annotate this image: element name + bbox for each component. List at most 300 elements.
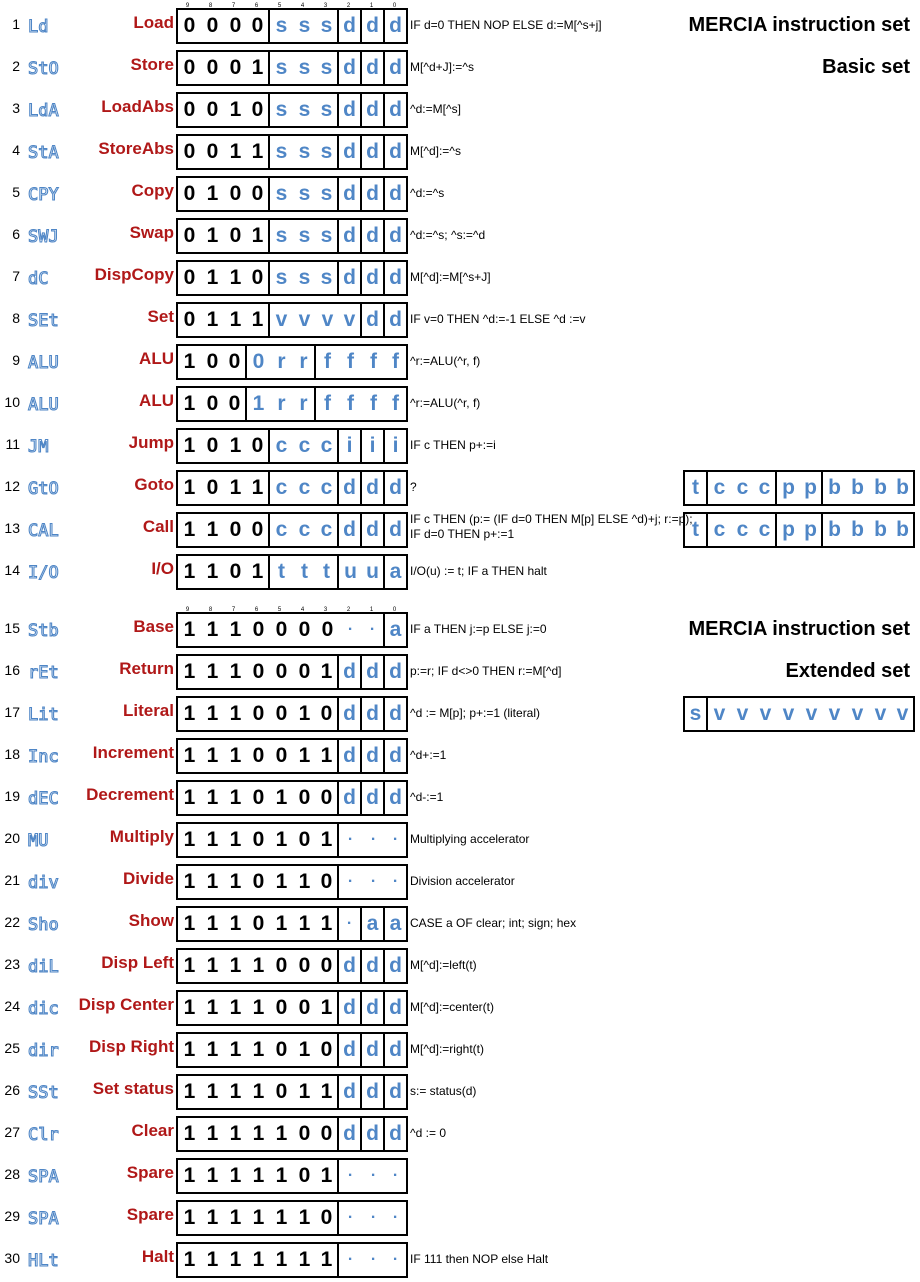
bit-field	[176, 906, 408, 942]
bit-number: 5	[277, 3, 282, 9]
bit-cell: 0	[206, 56, 219, 79]
row-number: 14	[4, 562, 20, 578]
bit-cell: d	[385, 52, 408, 84]
bit-cell: 0	[298, 828, 311, 851]
instruction-row	[0, 1240, 920, 1282]
instruction-name: Set status	[92, 1079, 174, 1098]
bit-cell: 0	[316, 1118, 339, 1150]
bit-cell: f	[370, 392, 377, 415]
bit-field	[176, 302, 408, 338]
bit-cell: 0	[275, 954, 288, 977]
instruction-description	[410, 874, 515, 889]
bit-cell: c	[275, 434, 288, 457]
bit-cell: 1	[206, 1038, 219, 1061]
bit-cell: ·	[347, 1251, 354, 1268]
bit-cell: d	[339, 992, 362, 1024]
bit-cell: d	[362, 1034, 385, 1066]
bit-cell: 1	[229, 786, 242, 809]
description-line: Division accelerator	[410, 874, 515, 888]
bit-cell: s	[275, 266, 288, 289]
bit-cell: 1	[206, 618, 219, 641]
bit-cell: 1	[247, 472, 270, 504]
extension-bit: b	[892, 514, 915, 546]
bit-cell: 1	[206, 996, 219, 1019]
bit-cell: 1	[206, 1206, 219, 1229]
bit-cell: a	[385, 556, 408, 588]
instruction-row	[0, 300, 920, 342]
bit-number: 9	[185, 3, 190, 9]
bit-cell: s	[275, 14, 288, 37]
instruction-description	[410, 354, 480, 369]
svg-text:dC: dC	[28, 269, 49, 289]
bit-cell: 1	[206, 560, 219, 583]
bit-cell: s	[316, 178, 339, 210]
instruction-row	[0, 1156, 920, 1198]
bit-cell: d	[339, 698, 362, 730]
bit-cell: 0	[183, 182, 196, 205]
bit-cell: 1	[183, 1122, 196, 1145]
svg-text:CPY: CPY	[28, 185, 59, 205]
bit-cell: d	[339, 740, 362, 772]
instruction-row	[0, 6, 920, 48]
instruction-description	[410, 1000, 494, 1015]
instruction-name: Goto	[134, 475, 174, 494]
bit-cell: t	[278, 560, 285, 583]
extension-bit: t	[685, 472, 708, 504]
description-line: IF c THEN (p:= (IF d=0 THEN M[p] ELSE ^d)+j; r:=p);	[410, 512, 693, 526]
extension-word	[683, 696, 915, 732]
bit-cell: d	[362, 698, 385, 730]
bit-cell: d	[362, 782, 385, 814]
bit-cell: v	[298, 308, 311, 331]
bit-number: 3	[323, 607, 328, 613]
instruction-name: Halt	[141, 1247, 174, 1266]
bit-cell: 0	[321, 618, 334, 641]
bit-cell: 1	[206, 1122, 219, 1145]
bit-cell: 1	[316, 656, 339, 688]
bit-cell: 0	[247, 94, 270, 126]
bit-cell: 1	[298, 1248, 311, 1271]
bit-cell: d	[385, 136, 408, 168]
row-number: 12	[4, 478, 20, 494]
bit-cell: 0	[229, 518, 242, 541]
bit-cell: 0	[183, 56, 196, 79]
bit-field	[176, 738, 408, 774]
bit-cell: f	[324, 392, 331, 415]
row-number: 24	[4, 998, 20, 1014]
instruction-description	[410, 1126, 446, 1141]
svg-text:MU: MU	[28, 831, 49, 851]
bit-cell: v	[321, 308, 334, 331]
svg-text:SWJ: SWJ	[28, 227, 59, 247]
bit-cell: 1	[298, 1206, 311, 1229]
row-number: 19	[4, 788, 20, 804]
bit-number: 8	[208, 607, 213, 613]
extension-bit: p	[800, 472, 823, 504]
instruction-description	[410, 958, 477, 973]
bit-cell: 0	[252, 786, 265, 809]
bit-cell: 0	[229, 560, 242, 583]
description-line: M[^d]:=^s	[410, 144, 461, 158]
extension-bit: p	[782, 518, 795, 541]
svg-text:diL: diL	[28, 957, 59, 977]
instruction-description	[410, 622, 547, 637]
svg-text:div: div	[28, 873, 59, 893]
bit-cell: c	[316, 472, 339, 504]
bit-field	[176, 696, 408, 732]
bit-cell: d	[385, 656, 408, 688]
instruction-row	[0, 384, 920, 426]
row-number: 17	[4, 704, 20, 720]
instruction-name: I/O	[151, 559, 174, 578]
bit-cell: u	[344, 560, 357, 583]
svg-text:SSt: SSt	[28, 1083, 59, 1103]
bit-field	[176, 864, 408, 900]
instruction-row	[0, 904, 920, 946]
bit-cell: 0	[298, 996, 311, 1019]
instruction-description	[410, 438, 496, 453]
bit-cell: d	[339, 10, 362, 42]
bit-cell: 0	[224, 388, 247, 420]
bit-cell: 1	[229, 1122, 242, 1145]
description-line: ^r:=ALU(^r, f)	[410, 354, 481, 368]
bit-cell: 1	[183, 618, 196, 641]
bit-cell: 1	[183, 560, 196, 583]
bit-cell: 1	[247, 304, 270, 336]
bit-cell: s	[298, 266, 311, 289]
bit-cell: 0	[275, 1038, 288, 1061]
bit-cell: d	[339, 1118, 362, 1150]
bit-cell: 0	[275, 744, 288, 767]
bit-cell: a	[362, 908, 385, 940]
instruction-row	[0, 342, 920, 384]
row-number: 15	[4, 620, 20, 636]
instruction-description	[410, 790, 443, 805]
extension-bit: p	[800, 514, 823, 546]
bit-cell: s	[298, 140, 311, 163]
instruction-name: Literal	[122, 701, 174, 720]
bit-cell: 0	[275, 702, 288, 725]
svg-text:StO: StO	[28, 59, 59, 79]
bit-cell: s	[275, 56, 288, 79]
bit-cell: 1	[206, 870, 219, 893]
bit-cell: 1	[252, 1122, 265, 1145]
extension-bit: c	[736, 476, 749, 499]
bit-cell: ·	[370, 873, 377, 890]
bit-field	[176, 948, 408, 984]
bit-field	[176, 1242, 408, 1278]
bit-cell: 0	[206, 140, 219, 163]
bit-cell: c	[275, 476, 288, 499]
bit-cell: 1	[298, 1080, 311, 1103]
bit-cell: ·	[385, 1244, 408, 1276]
svg-text:Inc: Inc	[28, 747, 59, 767]
instruction-row	[0, 174, 920, 216]
bit-cell: 0	[298, 660, 311, 683]
bit-cell: 0	[252, 870, 265, 893]
bit-cell: d	[362, 1076, 385, 1108]
bit-cell: 1	[252, 1164, 265, 1187]
bit-cell: d	[362, 1118, 385, 1150]
bit-cell: 1	[298, 702, 311, 725]
bit-cell: c	[298, 518, 311, 541]
instruction-description	[410, 270, 491, 285]
instruction-row	[0, 48, 920, 90]
extension-bit: v	[805, 702, 818, 725]
bit-cell: 1	[206, 660, 219, 683]
extension-bit: c	[754, 472, 777, 504]
svg-text:SPA: SPA	[28, 1209, 59, 1229]
bit-number: 9	[185, 607, 190, 613]
bit-cell: 1	[206, 1164, 219, 1187]
bit-cell: s	[298, 182, 311, 205]
bit-cell: 0	[316, 1202, 339, 1234]
description-line: ^d:=M[^s]	[410, 102, 461, 116]
description-line: ^d-:=1	[410, 790, 444, 804]
bit-cell: 0	[183, 98, 196, 121]
row-number: 11	[5, 436, 20, 452]
bit-cell: d	[339, 782, 362, 814]
bit-cell: 1	[316, 1160, 339, 1192]
bit-cell: 1	[183, 434, 196, 457]
extension-bit: c	[713, 518, 726, 541]
bit-cell: d	[339, 1076, 362, 1108]
bit-cell: s	[298, 98, 311, 121]
bit-cell: 1	[183, 996, 196, 1019]
bit-cell: d	[362, 94, 385, 126]
bit-cell: d	[362, 472, 385, 504]
bit-cell: 1	[275, 1122, 288, 1145]
row-number: 5	[12, 184, 20, 200]
bit-cell: 1	[229, 828, 242, 851]
extension-bit: b	[874, 476, 887, 499]
bit-cell: 1	[183, 954, 196, 977]
bit-cell: 0	[298, 954, 311, 977]
instruction-row	[0, 132, 920, 174]
svg-text:StA: StA	[28, 143, 59, 163]
bit-cell: d	[362, 178, 385, 210]
extension-bit: v	[828, 702, 841, 725]
row-number: 26	[4, 1082, 20, 1098]
bit-cell: s	[316, 94, 339, 126]
description-line: ^r:=ALU(^r, f)	[410, 396, 481, 410]
bit-cell: r	[277, 392, 286, 415]
bit-cell: v	[275, 308, 288, 331]
extension-bit: v	[736, 702, 749, 725]
svg-text:CAL: CAL	[28, 521, 59, 541]
instruction-name: Clear	[131, 1121, 174, 1140]
basic-set-title: MERCIA instruction set	[688, 14, 910, 36]
bit-cell: s	[316, 262, 339, 294]
extension-bit: c	[713, 476, 726, 499]
bit-cell: 1	[206, 308, 219, 331]
instruction-name: DispCopy	[94, 265, 174, 284]
extended-set-subtitle: Extended set	[785, 660, 910, 682]
bit-cell: d	[339, 178, 362, 210]
bit-cell: r	[293, 388, 316, 420]
row-number: 16	[4, 662, 20, 678]
svg-text:dEC: dEC	[28, 789, 59, 809]
bit-cell: 0	[252, 828, 265, 851]
bit-field	[176, 386, 408, 422]
bit-cell: f	[347, 350, 354, 373]
description-line: p:=r; IF d<>0 THEN r:=M[^d]	[410, 664, 562, 678]
bit-cell: d	[362, 656, 385, 688]
row-number: 9	[12, 352, 20, 368]
description-line: s:= status(d)	[410, 1084, 477, 1098]
svg-text:Sho: Sho	[28, 915, 59, 935]
bit-cell: t	[316, 556, 339, 588]
bit-cell: 0	[298, 1122, 311, 1145]
instruction-row	[0, 946, 920, 988]
instruction-description	[410, 1084, 476, 1099]
instruction-row	[0, 778, 920, 820]
bit-cell: 1	[252, 392, 265, 415]
bit-cell: 1	[206, 518, 219, 541]
bit-cell: d	[362, 220, 385, 252]
bit-cell: d	[339, 1034, 362, 1066]
extension-bit: v	[874, 702, 887, 725]
bit-cell: 0	[316, 782, 339, 814]
bit-cell: 1	[252, 996, 265, 1019]
row-number: 7	[12, 268, 20, 284]
bit-cell: d	[385, 1034, 408, 1066]
bit-cell: r	[293, 346, 316, 378]
bit-cell: 1	[275, 786, 288, 809]
row-number: 18	[4, 746, 20, 762]
instruction-name: Swap	[129, 223, 174, 242]
extension-bit: b	[874, 518, 887, 541]
instruction-name: Divide	[122, 869, 174, 888]
bit-cell: 1	[247, 136, 270, 168]
instruction-name: ALU	[139, 391, 174, 410]
row-number: 21	[4, 872, 20, 888]
instruction-description	[410, 60, 474, 75]
extension-bit: v	[782, 702, 795, 725]
svg-text:rEt: rEt	[28, 663, 59, 683]
bit-cell: 1	[316, 1244, 339, 1276]
instruction-name: Multiply	[109, 827, 174, 846]
bit-field	[176, 92, 408, 128]
instruction-name: Load	[133, 13, 174, 32]
bit-cell: f	[370, 350, 377, 373]
extension-word	[683, 512, 915, 548]
bit-cell: c	[316, 514, 339, 546]
bit-cell: 1	[183, 476, 196, 499]
instruction-name: Show	[128, 911, 174, 930]
bit-cell: 1	[275, 1248, 288, 1271]
instruction-row	[0, 988, 920, 1030]
instruction-row	[0, 1030, 920, 1072]
svg-text:Ld: Ld	[28, 17, 49, 37]
bit-number: 7	[231, 3, 236, 9]
bit-cell: 1	[298, 744, 311, 767]
bit-field	[176, 1158, 408, 1194]
instruction-row	[0, 258, 920, 300]
bit-cell: 0	[224, 346, 247, 378]
bit-cell: i	[362, 430, 385, 462]
bit-field	[176, 470, 408, 506]
instruction-name: Spare	[126, 1163, 174, 1182]
bit-cell: 1	[229, 98, 242, 121]
svg-text:HLt: HLt	[28, 1251, 59, 1271]
svg-text:I/O: I/O	[28, 563, 59, 583]
bit-cell: 0	[206, 434, 219, 457]
bit-cell: 1	[247, 556, 270, 588]
bit-number: 1	[369, 3, 374, 9]
bit-field	[176, 260, 408, 296]
bit-cell: ·	[370, 831, 377, 848]
row-number: 1	[12, 16, 20, 32]
bit-cell: c	[316, 430, 339, 462]
svg-text:ALU: ALU	[28, 395, 59, 415]
bit-cell: 1	[298, 1038, 311, 1061]
bit-cell: f	[385, 346, 408, 378]
bit-cell: 1	[183, 912, 196, 935]
extension-bit: v	[713, 702, 726, 725]
bit-cell: 1	[206, 702, 219, 725]
bit-cell: 0	[229, 14, 242, 37]
row-number: 10	[4, 394, 20, 410]
bit-cell: 1	[229, 1248, 242, 1271]
instruction-description	[410, 396, 480, 411]
svg-text:Stb: Stb	[28, 621, 59, 641]
instruction-description	[410, 706, 540, 721]
instruction-name: Set	[147, 307, 174, 326]
bit-field	[176, 428, 408, 464]
bit-cell: ·	[347, 1167, 354, 1184]
instruction-name: ALU	[139, 349, 174, 368]
bit-cell: 0	[275, 1080, 288, 1103]
instruction-name: Increment	[92, 743, 174, 762]
bit-cell: d	[385, 782, 408, 814]
bit-cell: d	[339, 52, 362, 84]
bit-cell: ·	[385, 1202, 408, 1234]
bit-cell: 0	[298, 618, 311, 641]
bit-cell: 0	[275, 996, 288, 1019]
bit-cell: 1	[252, 1038, 265, 1061]
bit-cell: 0	[247, 430, 270, 462]
bit-number: 4	[300, 3, 305, 9]
description-line: IF d=0 THEN NOP ELSE d:=M[^s+j]	[410, 18, 602, 32]
bit-cell: 1	[206, 912, 219, 935]
instruction-row	[0, 216, 920, 258]
bit-cell: a	[385, 908, 408, 940]
bit-cell: 0	[316, 1034, 339, 1066]
instruction-description	[410, 144, 461, 159]
bit-cell: 1	[183, 1248, 196, 1271]
bit-field	[176, 654, 408, 690]
bit-field	[176, 1032, 408, 1068]
instruction-name: Disp Center	[78, 995, 174, 1014]
description-line: I/O(u) := t; IF a THEN halt	[410, 564, 547, 578]
bit-cell: d	[385, 10, 408, 42]
row-number: 3	[12, 100, 20, 116]
svg-text:Lit: Lit	[28, 705, 59, 725]
instruction-description	[410, 564, 547, 579]
bit-cell: d	[385, 1118, 408, 1150]
bit-cell: d	[385, 178, 408, 210]
instruction-description	[410, 1042, 484, 1057]
extension-bit: b	[892, 472, 915, 504]
bit-cell: 1	[229, 660, 242, 683]
bit-cell: d	[362, 740, 385, 772]
bit-cell: s	[298, 14, 311, 37]
extension-bit: p	[782, 476, 795, 499]
bit-cell: 0	[183, 140, 196, 163]
description-line: ^d:=^s; ^s:=^d	[410, 228, 486, 242]
instruction-row	[0, 862, 920, 904]
